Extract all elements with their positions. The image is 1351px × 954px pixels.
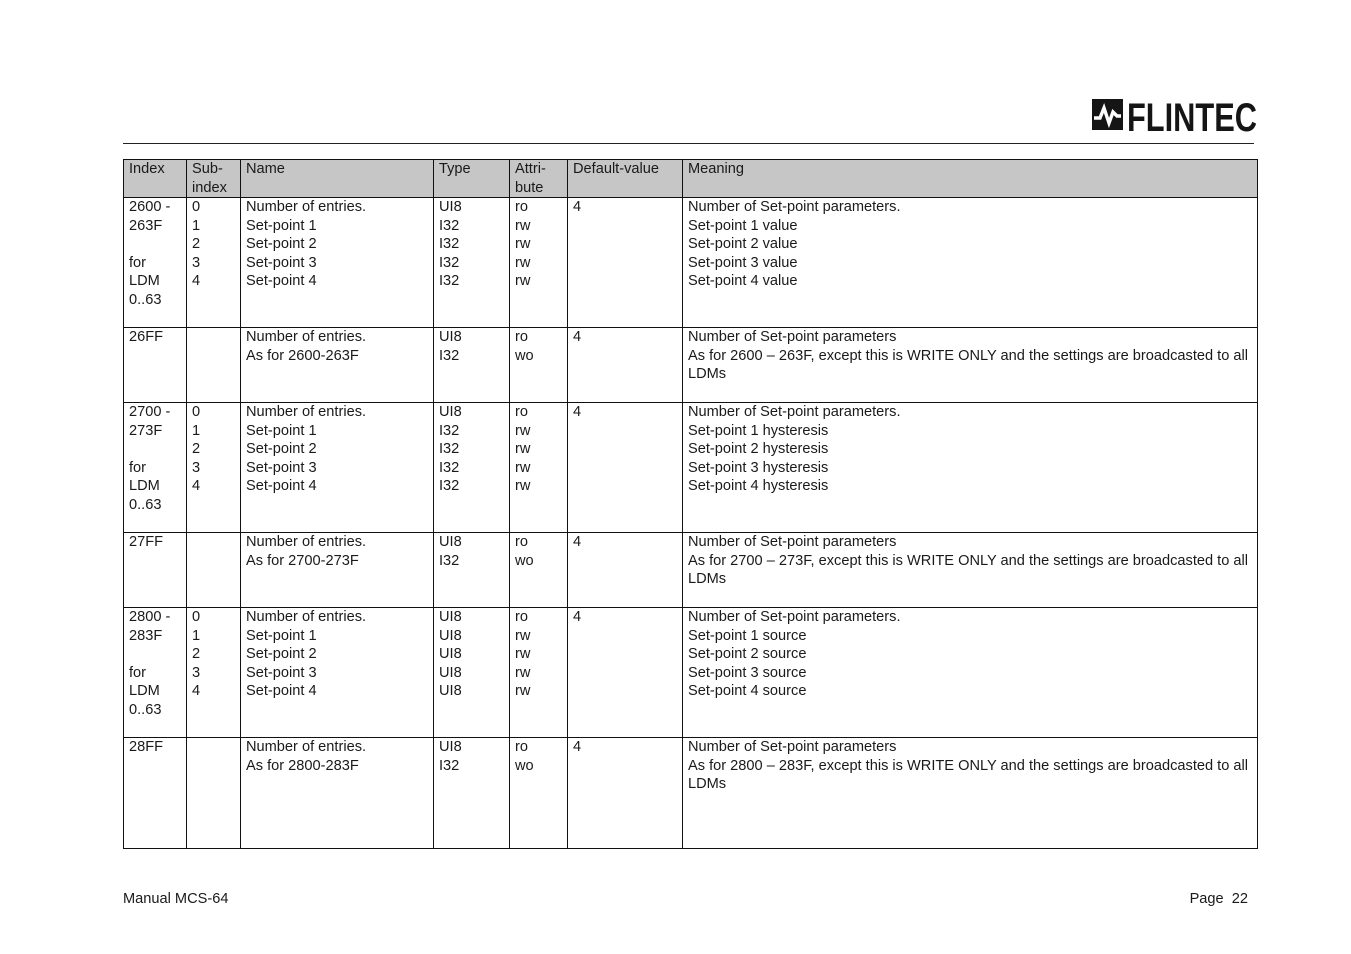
cell-line: 2700 - bbox=[129, 404, 171, 420]
table-row bbox=[124, 328, 1258, 403]
cell-line: 4 bbox=[192, 273, 201, 289]
cell-line: Set-point 1 bbox=[246, 217, 317, 234]
cell-line: 263F bbox=[129, 217, 163, 234]
cell-line: wo bbox=[515, 347, 534, 364]
cell-line: rw bbox=[515, 683, 531, 699]
table-header-row bbox=[124, 160, 1258, 198]
cell-line: 28FF bbox=[129, 739, 164, 755]
cell-line: I32 bbox=[439, 459, 460, 476]
cell-type bbox=[434, 533, 510, 608]
cell-index bbox=[124, 328, 187, 403]
cell-line: 0..63 bbox=[129, 496, 162, 513]
cell-line: As for 2800-283F bbox=[246, 757, 359, 774]
cell-type bbox=[434, 198, 510, 328]
cell-line: Set-point 1 bbox=[246, 422, 317, 439]
cell-line: I32 bbox=[439, 217, 460, 234]
cell-line: Number of Set-point parameters. bbox=[688, 199, 901, 215]
cell-line: Set-point 4 hysteresis bbox=[688, 478, 829, 494]
cell-line: for bbox=[129, 254, 147, 271]
cell-name bbox=[241, 403, 434, 533]
cell-line: 4 bbox=[573, 609, 582, 625]
cell-line: 4 bbox=[192, 478, 201, 494]
cell-type bbox=[434, 738, 510, 849]
cell-line: 1 bbox=[192, 627, 201, 644]
cell-line: As for 2600-263F bbox=[246, 347, 359, 364]
cell-line: I32 bbox=[439, 441, 460, 457]
cell-default bbox=[568, 328, 683, 403]
cell-line: I32 bbox=[439, 273, 460, 289]
cell-meaning bbox=[683, 198, 1258, 328]
cell-name bbox=[241, 608, 434, 738]
cell-line: As for 2700 – 273F, except this is WRITE ONLY and the settings are broadcasted to all LDMs bbox=[688, 552, 1248, 587]
cell-line: UI8 bbox=[439, 627, 462, 644]
cell-line: 0 bbox=[192, 404, 201, 420]
cell-index bbox=[124, 608, 187, 738]
cell-line: 0..63 bbox=[129, 701, 162, 718]
cell-line: Set-point 3 bbox=[246, 254, 317, 271]
table-row bbox=[124, 533, 1258, 608]
column-header-text: Sub- bbox=[192, 161, 223, 177]
header-rule bbox=[123, 143, 1254, 144]
cell-line: Set-point 3 source bbox=[688, 664, 807, 681]
column-header-default-value bbox=[568, 160, 683, 198]
flintec-logo-graphic bbox=[1090, 96, 1260, 140]
cell-line: Set-point 3 hysteresis bbox=[688, 459, 829, 476]
cell-type bbox=[434, 608, 510, 738]
cell-meaning bbox=[683, 403, 1258, 533]
cell-subindex bbox=[187, 403, 241, 533]
cell-line: Set-point 1 value bbox=[688, 217, 798, 234]
cell-default bbox=[568, 403, 683, 533]
object-dictionary-table bbox=[123, 159, 1258, 849]
page-number: 22 bbox=[1231, 891, 1248, 907]
cell-line: As for 2700-273F bbox=[246, 552, 359, 569]
cell-default bbox=[568, 738, 683, 849]
cell-line: 2800 - bbox=[129, 609, 171, 625]
cell-line: I32 bbox=[439, 254, 460, 271]
cell-default bbox=[568, 608, 683, 738]
cell-line: 3 bbox=[192, 664, 201, 681]
cell-line: I32 bbox=[439, 478, 460, 494]
cell-attribute bbox=[510, 328, 568, 403]
cell-subindex bbox=[187, 738, 241, 849]
cell-index bbox=[124, 198, 187, 328]
cell-line: I32 bbox=[439, 347, 460, 364]
cell-line: Number of Set-point parameters bbox=[688, 739, 897, 755]
cell-line: rw bbox=[515, 254, 531, 271]
cell-line: UI8 bbox=[439, 646, 462, 662]
cell-line: Number of entries. bbox=[246, 534, 367, 550]
cell-line: 4 bbox=[573, 404, 582, 420]
cell-line: As for 2600 – 263F, except this is WRITE ONLY and the settings are broadcasted to all LDMs bbox=[688, 347, 1248, 382]
cell-line: rw bbox=[515, 441, 531, 457]
footer-manual-name: Manual MCS-64 bbox=[123, 891, 229, 907]
table-row bbox=[124, 403, 1258, 533]
cell-line: ro bbox=[515, 609, 528, 625]
cell-line: rw bbox=[515, 422, 531, 439]
cell-attribute bbox=[510, 403, 568, 533]
cell-line: rw bbox=[515, 664, 531, 681]
cell-line: I32 bbox=[439, 236, 460, 252]
cell-line: Number of entries. bbox=[246, 404, 367, 420]
cell-line: rw bbox=[515, 236, 531, 252]
cell-line: 2 bbox=[192, 441, 201, 457]
cell-line: rw bbox=[515, 273, 531, 289]
cell-line: As for 2800 – 283F, except this is WRITE ONLY and the settings are broadcasted to all LDMs bbox=[688, 757, 1248, 792]
cell-line: 1 bbox=[192, 217, 201, 234]
cell-type bbox=[434, 328, 510, 403]
cell-index bbox=[124, 533, 187, 608]
cell-line: 0 bbox=[192, 609, 201, 625]
cell-line: UI8 bbox=[439, 534, 462, 550]
column-header-text: Attri- bbox=[515, 161, 546, 177]
column-header-text: index bbox=[192, 179, 227, 196]
cell-subindex bbox=[187, 198, 241, 328]
cell-line: UI8 bbox=[439, 329, 462, 345]
cell-line: Set-point 4 source bbox=[688, 683, 807, 699]
cell-line: Set-point 4 value bbox=[688, 273, 798, 289]
flintec-logo bbox=[1090, 96, 1260, 140]
cell-line: LDM bbox=[129, 683, 160, 699]
column-header-text: Name bbox=[246, 161, 285, 177]
cell-line: Number of Set-point parameters. bbox=[688, 609, 901, 625]
cell-line: Set-point 1 source bbox=[688, 627, 807, 644]
cell-line: 4 bbox=[573, 199, 582, 215]
cell-line: rw bbox=[515, 646, 531, 662]
cell-line: Set-point 3 bbox=[246, 664, 317, 681]
cell-line: Number of Set-point parameters bbox=[688, 329, 897, 345]
table-row bbox=[124, 738, 1258, 849]
cell-line: Number of Set-point parameters bbox=[688, 534, 897, 550]
cell-meaning bbox=[683, 608, 1258, 738]
column-header-index bbox=[124, 160, 187, 198]
cell-type bbox=[434, 403, 510, 533]
cell-line: Set-point 1 hysteresis bbox=[688, 422, 829, 439]
cell-attribute bbox=[510, 738, 568, 849]
cell-name bbox=[241, 328, 434, 403]
cell-line: Set-point 2 bbox=[246, 236, 317, 252]
cell-line: UI8 bbox=[439, 404, 462, 420]
cell-line bbox=[129, 440, 182, 459]
table-body bbox=[124, 198, 1258, 849]
cell-line: 2 bbox=[192, 646, 201, 662]
cell-attribute bbox=[510, 608, 568, 738]
cell-line: 283F bbox=[129, 627, 163, 644]
cell-line: 0 bbox=[192, 199, 201, 215]
svg-text:FLINTEC: FLINTEC bbox=[1127, 96, 1257, 140]
cell-line: wo bbox=[515, 552, 534, 569]
cell-line: Set-point 1 bbox=[246, 627, 317, 644]
cell-index bbox=[124, 738, 187, 849]
cell-name bbox=[241, 533, 434, 608]
cell-index bbox=[124, 403, 187, 533]
cell-line: rw bbox=[515, 627, 531, 644]
cell-line: Set-point 2 bbox=[246, 646, 317, 662]
column-header-subindex bbox=[187, 160, 241, 198]
cell-line: LDM bbox=[129, 273, 160, 289]
cell-meaning bbox=[683, 738, 1258, 849]
cell-line: Set-point 3 value bbox=[688, 254, 798, 271]
cell-line: 2 bbox=[192, 236, 201, 252]
column-header-type bbox=[434, 160, 510, 198]
cell-line: UI8 bbox=[439, 609, 462, 625]
column-header-text: Index bbox=[129, 161, 165, 177]
cell-line: 4 bbox=[192, 683, 201, 699]
cell-line bbox=[129, 235, 182, 254]
cell-line: UI8 bbox=[439, 683, 462, 699]
page-label: Page bbox=[1189, 891, 1224, 907]
cell-line: 26FF bbox=[129, 329, 164, 345]
cell-line: 2600 - bbox=[129, 199, 171, 215]
cell-subindex bbox=[187, 608, 241, 738]
cell-line: for bbox=[129, 664, 147, 681]
cell-line: LDM bbox=[129, 478, 160, 494]
cell-line: 0..63 bbox=[129, 291, 162, 308]
cell-line: Set-point 2 hysteresis bbox=[688, 441, 829, 457]
cell-line: Number of entries. bbox=[246, 329, 367, 345]
cell-line: 3 bbox=[192, 254, 201, 271]
cell-line: 3 bbox=[192, 459, 201, 476]
cell-meaning bbox=[683, 533, 1258, 608]
cell-line: Set-point 2 source bbox=[688, 646, 807, 662]
column-header-meaning bbox=[683, 160, 1258, 198]
cell-subindex bbox=[187, 533, 241, 608]
cell-line: Number of Set-point parameters. bbox=[688, 404, 901, 420]
cell-line: ro bbox=[515, 739, 528, 755]
cell-line: ro bbox=[515, 329, 528, 345]
cell-line: Set-point 4 bbox=[246, 478, 317, 494]
cell-line: ro bbox=[515, 534, 528, 550]
cell-line bbox=[129, 645, 182, 664]
cell-line: Number of entries. bbox=[246, 609, 367, 625]
cell-default bbox=[568, 198, 683, 328]
table-row bbox=[124, 608, 1258, 738]
cell-line: Set-point 4 bbox=[246, 683, 317, 699]
cell-line: 4 bbox=[573, 329, 582, 345]
cell-line: Number of entries. bbox=[246, 199, 367, 215]
cell-line: 273F bbox=[129, 422, 163, 439]
cell-line: wo bbox=[515, 757, 534, 774]
cell-attribute bbox=[510, 533, 568, 608]
cell-line: rw bbox=[515, 217, 531, 234]
cell-attribute bbox=[510, 198, 568, 328]
column-header-name bbox=[241, 160, 434, 198]
column-header-text: Type bbox=[439, 161, 471, 177]
cell-line: Set-point 2 bbox=[246, 441, 317, 457]
column-header-attribute bbox=[510, 160, 568, 198]
cell-line: I32 bbox=[439, 552, 460, 569]
cell-line: ro bbox=[515, 404, 528, 420]
cell-line: UI8 bbox=[439, 199, 462, 215]
cell-name bbox=[241, 198, 434, 328]
cell-line: rw bbox=[515, 478, 531, 494]
column-header-text: Meaning bbox=[688, 161, 744, 177]
cell-line: for bbox=[129, 459, 147, 476]
cell-line: Set-point 4 bbox=[246, 273, 317, 289]
cell-line: 27FF bbox=[129, 534, 164, 550]
cell-line: 4 bbox=[573, 739, 582, 755]
cell-line: UI8 bbox=[439, 739, 462, 755]
column-header-text: Default-value bbox=[573, 161, 659, 177]
cell-line: UI8 bbox=[439, 664, 462, 681]
table-row bbox=[124, 198, 1258, 328]
cell-line: rw bbox=[515, 459, 531, 476]
cell-line: 1 bbox=[192, 422, 201, 439]
cell-meaning bbox=[683, 328, 1258, 403]
cell-line: 4 bbox=[573, 534, 582, 550]
cell-line: Number of entries. bbox=[246, 739, 367, 755]
footer-page bbox=[1190, 891, 1248, 907]
cell-line: I32 bbox=[439, 422, 460, 439]
cell-line: I32 bbox=[439, 757, 460, 774]
cell-line: Set-point 3 bbox=[246, 459, 317, 476]
cell-line: ro bbox=[515, 199, 528, 215]
column-header-text: bute bbox=[515, 179, 544, 196]
cell-subindex bbox=[187, 328, 241, 403]
cell-default bbox=[568, 533, 683, 608]
cell-line: Set-point 2 value bbox=[688, 236, 798, 252]
cell-name bbox=[241, 738, 434, 849]
